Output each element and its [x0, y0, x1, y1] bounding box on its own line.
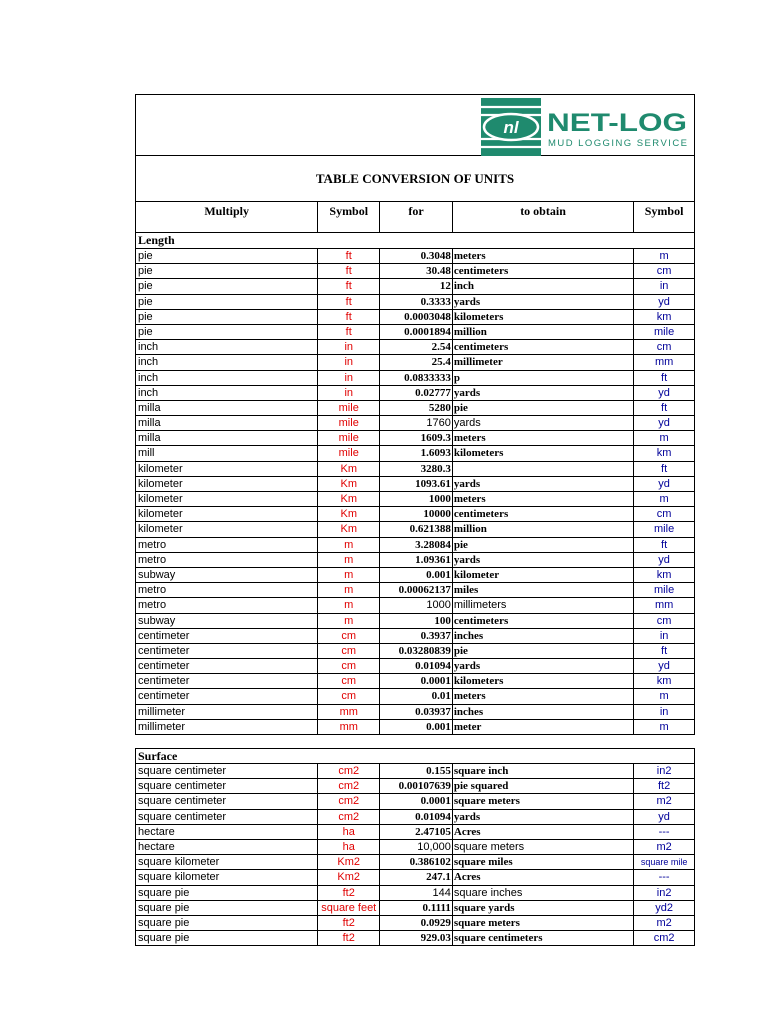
conversion-factor: 0.0833333 [379, 371, 452, 385]
unit-symbol: in [317, 355, 379, 369]
col-for: for [379, 202, 452, 232]
conversion-factor: 2.47105 [379, 825, 452, 839]
target-symbol: mile [633, 325, 694, 339]
table-row [135, 279, 695, 294]
table-row [135, 794, 695, 809]
target-unit: pie [452, 538, 633, 552]
target-symbol: in [633, 705, 694, 719]
target-unit: centimeters [452, 614, 633, 628]
unit-name: milla [138, 417, 161, 430]
table-row [135, 553, 695, 568]
table-row [135, 340, 695, 355]
unit-symbol: Km [317, 507, 379, 521]
unit-symbol: square feet [317, 901, 379, 915]
col-to-obtain: to obtain [452, 202, 633, 232]
table-row [135, 689, 695, 704]
conversion-factor: 0.0929 [379, 916, 452, 930]
target-symbol: ft [633, 538, 694, 552]
unit-symbol: ft [317, 279, 379, 293]
unit-name: square pie [138, 901, 190, 914]
unit-symbol: Km [317, 522, 379, 536]
surface-rows [135, 764, 695, 946]
target-unit: square inch [452, 764, 633, 778]
target-unit: centimeters [452, 507, 633, 521]
target-symbol: m [633, 492, 694, 506]
table-row [135, 840, 695, 855]
length-rows [135, 249, 695, 735]
unit-symbol: ft [317, 249, 379, 263]
target-unit: inches [452, 629, 633, 643]
unit-symbol: ft [317, 295, 379, 309]
unit-name: centimeter [138, 660, 190, 673]
target-unit: square meters [452, 794, 633, 808]
table-row [135, 401, 695, 416]
table-row [135, 705, 695, 720]
unit-symbol: mm [317, 705, 379, 719]
table-row [135, 477, 695, 492]
unit-symbol: m [317, 583, 379, 597]
unit-name: subway [138, 568, 176, 581]
target-symbol: yd [633, 416, 694, 430]
conversion-factor: 12 [379, 279, 452, 293]
table-row [135, 674, 695, 689]
unit-name: square kilometer [138, 856, 220, 869]
table-row [135, 644, 695, 659]
unit-symbol: cm2 [317, 810, 379, 824]
table-row [135, 522, 695, 537]
section-title-length: Length [135, 233, 695, 249]
target-symbol: yd2 [633, 901, 694, 915]
target-unit: meters [452, 689, 633, 703]
unit-name: inch [138, 371, 159, 384]
table-row [135, 659, 695, 674]
conversion-factor: 100 [379, 614, 452, 628]
unit-name: inch [138, 356, 159, 369]
conversion-factor: 0.621388 [379, 522, 452, 536]
unit-name: square pie [138, 916, 190, 929]
unit-name: kilometer [138, 462, 183, 475]
target-unit: yards [452, 553, 633, 567]
conversion-factor: 0.1111 [379, 901, 452, 915]
conversion-factor: 1.09361 [379, 553, 452, 567]
target-symbol: in [633, 279, 694, 293]
table-row [135, 810, 695, 825]
target-symbol: mile [633, 522, 694, 536]
unit-symbol: cm2 [317, 764, 379, 778]
net-log-logo [481, 98, 696, 156]
unit-symbol: mile [317, 401, 379, 415]
table-row [135, 249, 695, 264]
table-row [135, 598, 695, 613]
unit-name: pie [138, 265, 153, 278]
table-row [135, 886, 695, 901]
target-unit: yards [452, 295, 633, 309]
target-symbol: km [633, 568, 694, 582]
conversion-factor: 0.155 [379, 764, 452, 778]
unit-name: pie [138, 295, 153, 308]
unit-symbol: ft [317, 264, 379, 278]
target-symbol: km [633, 446, 694, 460]
conversion-sheet [135, 94, 695, 946]
unit-name: inch [138, 386, 159, 399]
conversion-factor: 25.4 [379, 355, 452, 369]
conversion-factor: 247.1 [379, 870, 452, 884]
target-symbol: yd [633, 553, 694, 567]
target-unit: square yards [452, 901, 633, 915]
conversion-factor: 0.00107639 [379, 779, 452, 793]
unit-symbol: m [317, 538, 379, 552]
unit-symbol: Km2 [317, 855, 379, 869]
target-symbol: mm [633, 355, 694, 369]
target-unit: million [452, 325, 633, 339]
table-row [135, 492, 695, 507]
col-obtain-symbol: Symbol [633, 202, 694, 232]
target-symbol: m2 [633, 916, 694, 930]
target-unit: yards [452, 810, 633, 824]
unit-symbol: in [317, 340, 379, 354]
table-row [135, 779, 695, 794]
target-unit: meter [452, 720, 633, 734]
table-row [135, 295, 695, 310]
logo-tagline: MUD LOGGING SERVICE [548, 138, 687, 149]
target-unit: meters [452, 249, 633, 263]
unit-name: pie [138, 280, 153, 293]
unit-symbol: cm [317, 659, 379, 673]
unit-name: millimeter [138, 705, 186, 718]
conversion-factor: 2.54 [379, 340, 452, 354]
target-symbol: m [633, 431, 694, 445]
conversion-factor: 0.01094 [379, 659, 452, 673]
unit-name: metro [138, 599, 167, 612]
table-row [135, 568, 695, 583]
target-unit: kilometers [452, 446, 633, 460]
unit-symbol: ha [317, 840, 379, 854]
table-row [135, 855, 695, 870]
conversion-factor: 0.00062137 [379, 583, 452, 597]
logo-brand: NET-LOG [547, 109, 687, 137]
target-symbol: m2 [633, 794, 694, 808]
unit-name: square centimeter [138, 810, 227, 823]
target-unit: kilometer [452, 568, 633, 582]
conversion-factor: 0.02777 [379, 386, 452, 400]
target-symbol: ft [633, 644, 694, 658]
unit-name: metro [138, 538, 167, 551]
conversion-factor: 0.01 [379, 689, 452, 703]
target-unit: square miles [452, 855, 633, 869]
unit-symbol: mile [317, 431, 379, 445]
target-symbol: yd [633, 386, 694, 400]
conversion-factor: 0.0003048 [379, 310, 452, 324]
conversion-factor: 929.03 [379, 931, 452, 945]
target-unit: centimeters [452, 340, 633, 354]
target-symbol: m2 [633, 840, 694, 854]
target-unit: meters [452, 431, 633, 445]
unit-name: metro [138, 553, 167, 566]
target-symbol: yd [633, 295, 694, 309]
unit-name: square kilometer [138, 871, 220, 884]
target-unit: millimeters [452, 598, 633, 612]
col-symbol: Symbol [317, 202, 379, 232]
unit-name: pie [138, 325, 153, 338]
unit-symbol: ft [317, 325, 379, 339]
conversion-factor: 0.3048 [379, 249, 452, 263]
conversion-factor: 0.01094 [379, 810, 452, 824]
target-unit: yards [452, 477, 633, 491]
unit-name: milla [138, 432, 161, 445]
unit-name: milla [138, 401, 161, 414]
target-unit: miles [452, 583, 633, 597]
target-symbol: cm [633, 340, 694, 354]
target-unit: kilometers [452, 310, 633, 324]
target-symbol: mile [633, 583, 694, 597]
unit-name: centimeter [138, 675, 190, 688]
table-row [135, 355, 695, 370]
conversion-factor: 144 [379, 886, 452, 900]
column-headers [135, 202, 695, 233]
table-row [135, 507, 695, 522]
target-symbol: m [633, 720, 694, 734]
target-symbol: km [633, 310, 694, 324]
target-unit: pie [452, 401, 633, 415]
unit-symbol: ft2 [317, 931, 379, 945]
unit-name: square pie [138, 886, 190, 899]
unit-symbol: cm [317, 629, 379, 643]
unit-name: square centimeter [138, 780, 227, 793]
conversion-factor: 3280.3 [379, 462, 452, 476]
table-row [135, 931, 695, 946]
unit-symbol: in [317, 386, 379, 400]
conversion-factor: 1093.61 [379, 477, 452, 491]
target-symbol: --- [633, 870, 694, 884]
unit-symbol: ft [317, 310, 379, 324]
conversion-factor: 5280 [379, 401, 452, 415]
unit-symbol: cm2 [317, 794, 379, 808]
target-unit: square centimeters [452, 931, 633, 945]
target-symbol: m [633, 249, 694, 263]
conversion-factor: 1760 [379, 416, 452, 430]
table-row [135, 916, 695, 931]
unit-name: mill [138, 447, 155, 460]
table-row [135, 416, 695, 431]
target-symbol: yd [633, 659, 694, 673]
table-row [135, 870, 695, 885]
target-unit: yards [452, 386, 633, 400]
table-row [135, 462, 695, 477]
unit-symbol: Km2 [317, 870, 379, 884]
unit-name: square centimeter [138, 765, 227, 777]
unit-name: kilometer [138, 523, 183, 536]
conversion-factor: 30.48 [379, 264, 452, 278]
unit-name: kilometer [138, 508, 183, 521]
unit-name: metro [138, 584, 167, 597]
target-symbol: ft [633, 371, 694, 385]
unit-name: kilometer [138, 477, 183, 490]
target-unit: meters [452, 492, 633, 506]
conversion-factor: 1.6093 [379, 446, 452, 460]
conversion-factor: 0.3333 [379, 295, 452, 309]
conversion-factor: 0.03280839 [379, 644, 452, 658]
conversion-factor: 1000 [379, 492, 452, 506]
target-unit: square meters [452, 840, 633, 854]
conversion-factor: 0.001 [379, 568, 452, 582]
unit-symbol: cm [317, 674, 379, 688]
page-title: TABLE CONVERSION OF UNITS [135, 156, 695, 202]
target-unit: pie [452, 644, 633, 658]
target-symbol: yd [633, 477, 694, 491]
table-row [135, 264, 695, 279]
table-row [135, 583, 695, 598]
conversion-factor: 0.0001 [379, 674, 452, 688]
target-symbol: cm2 [633, 931, 694, 945]
target-symbol: cm [633, 264, 694, 278]
target-unit: p [452, 371, 633, 385]
unit-symbol: cm2 [317, 779, 379, 793]
target-unit: pie squared [452, 779, 633, 793]
conversion-factor: 0.0001 [379, 794, 452, 808]
target-symbol: yd [633, 810, 694, 824]
unit-name: square pie [138, 932, 190, 945]
unit-symbol: m [317, 553, 379, 567]
target-unit: inch [452, 279, 633, 293]
table-row [135, 901, 695, 916]
target-unit: yards [452, 659, 633, 673]
unit-symbol: ft2 [317, 916, 379, 930]
conversion-factor: 0.0001894 [379, 325, 452, 339]
target-symbol: ft [633, 462, 694, 476]
table-row [135, 386, 695, 401]
section-title-surface: Surface [135, 748, 695, 764]
table-row [135, 764, 695, 779]
unit-symbol: Km [317, 477, 379, 491]
target-unit: million [452, 522, 633, 536]
unit-symbol: ha [317, 825, 379, 839]
target-unit: kilometers [452, 674, 633, 688]
unit-name: centimeter [138, 629, 190, 642]
target-symbol: cm [633, 507, 694, 521]
table-row [135, 325, 695, 340]
unit-name: kilometer [138, 493, 183, 505]
target-unit [452, 462, 633, 476]
target-symbol: --- [633, 825, 694, 839]
unit-symbol: mm [317, 720, 379, 734]
target-symbol: ft [633, 401, 694, 415]
table-row [135, 720, 695, 735]
target-unit: yards [452, 416, 633, 430]
target-unit: square meters [452, 916, 633, 930]
header-box [135, 94, 695, 156]
target-unit: centimeters [452, 264, 633, 278]
unit-symbol: cm [317, 689, 379, 703]
unit-name: subway [138, 614, 176, 627]
unit-symbol: Km [317, 462, 379, 476]
conversion-factor: 0.3937 [379, 629, 452, 643]
unit-symbol: mile [317, 416, 379, 430]
target-symbol: m [633, 689, 694, 703]
conversion-factor: 10000 [379, 507, 452, 521]
unit-name: centimeter [138, 690, 190, 703]
unit-symbol: ft2 [317, 886, 379, 900]
target-symbol: cm [633, 614, 694, 628]
unit-symbol: m [317, 614, 379, 628]
unit-symbol: cm [317, 644, 379, 658]
target-unit: Acres [452, 870, 633, 884]
target-unit: inches [452, 705, 633, 719]
conversion-factor: 0.03937 [379, 705, 452, 719]
unit-name: hectare [138, 825, 175, 838]
target-symbol: ft2 [633, 779, 694, 793]
target-symbol: km [633, 674, 694, 688]
target-unit: millimeter [452, 355, 633, 369]
table-row [135, 825, 695, 840]
unit-name: millimeter [138, 720, 186, 733]
target-symbol: mm [633, 598, 694, 612]
unit-name: hectare [138, 840, 175, 853]
unit-symbol: mile [317, 446, 379, 460]
unit-symbol: m [317, 598, 379, 612]
conversion-factor: 10,000 [379, 840, 452, 854]
unit-name: centimeter [138, 644, 190, 657]
target-unit: Acres [452, 825, 633, 839]
conversion-factor: 1000 [379, 598, 452, 612]
conversion-factor: 0.386102 [379, 855, 452, 869]
unit-symbol: in [317, 371, 379, 385]
logo-mark: nl [503, 118, 519, 137]
target-symbol: in2 [633, 764, 694, 778]
col-multiply: Multiply [204, 204, 249, 218]
unit-name: pie [138, 250, 153, 262]
table-row [135, 446, 695, 461]
target-symbol: in [633, 629, 694, 643]
unit-symbol: m [317, 568, 379, 582]
table-row [135, 431, 695, 446]
unit-name: square centimeter [138, 795, 227, 808]
unit-symbol: Km [317, 492, 379, 506]
table-row [135, 614, 695, 629]
table-row [135, 371, 695, 386]
conversion-factor: 3.28084 [379, 538, 452, 552]
target-unit: square inches [452, 886, 633, 900]
conversion-factor: 1609.3 [379, 431, 452, 445]
table-row [135, 310, 695, 325]
unit-name: pie [138, 310, 153, 323]
table-row [135, 629, 695, 644]
unit-name: inch [138, 341, 159, 354]
target-symbol: in2 [633, 886, 694, 900]
table-row [135, 538, 695, 553]
target-symbol: square mile [633, 855, 694, 869]
conversion-factor: 0.001 [379, 720, 452, 734]
